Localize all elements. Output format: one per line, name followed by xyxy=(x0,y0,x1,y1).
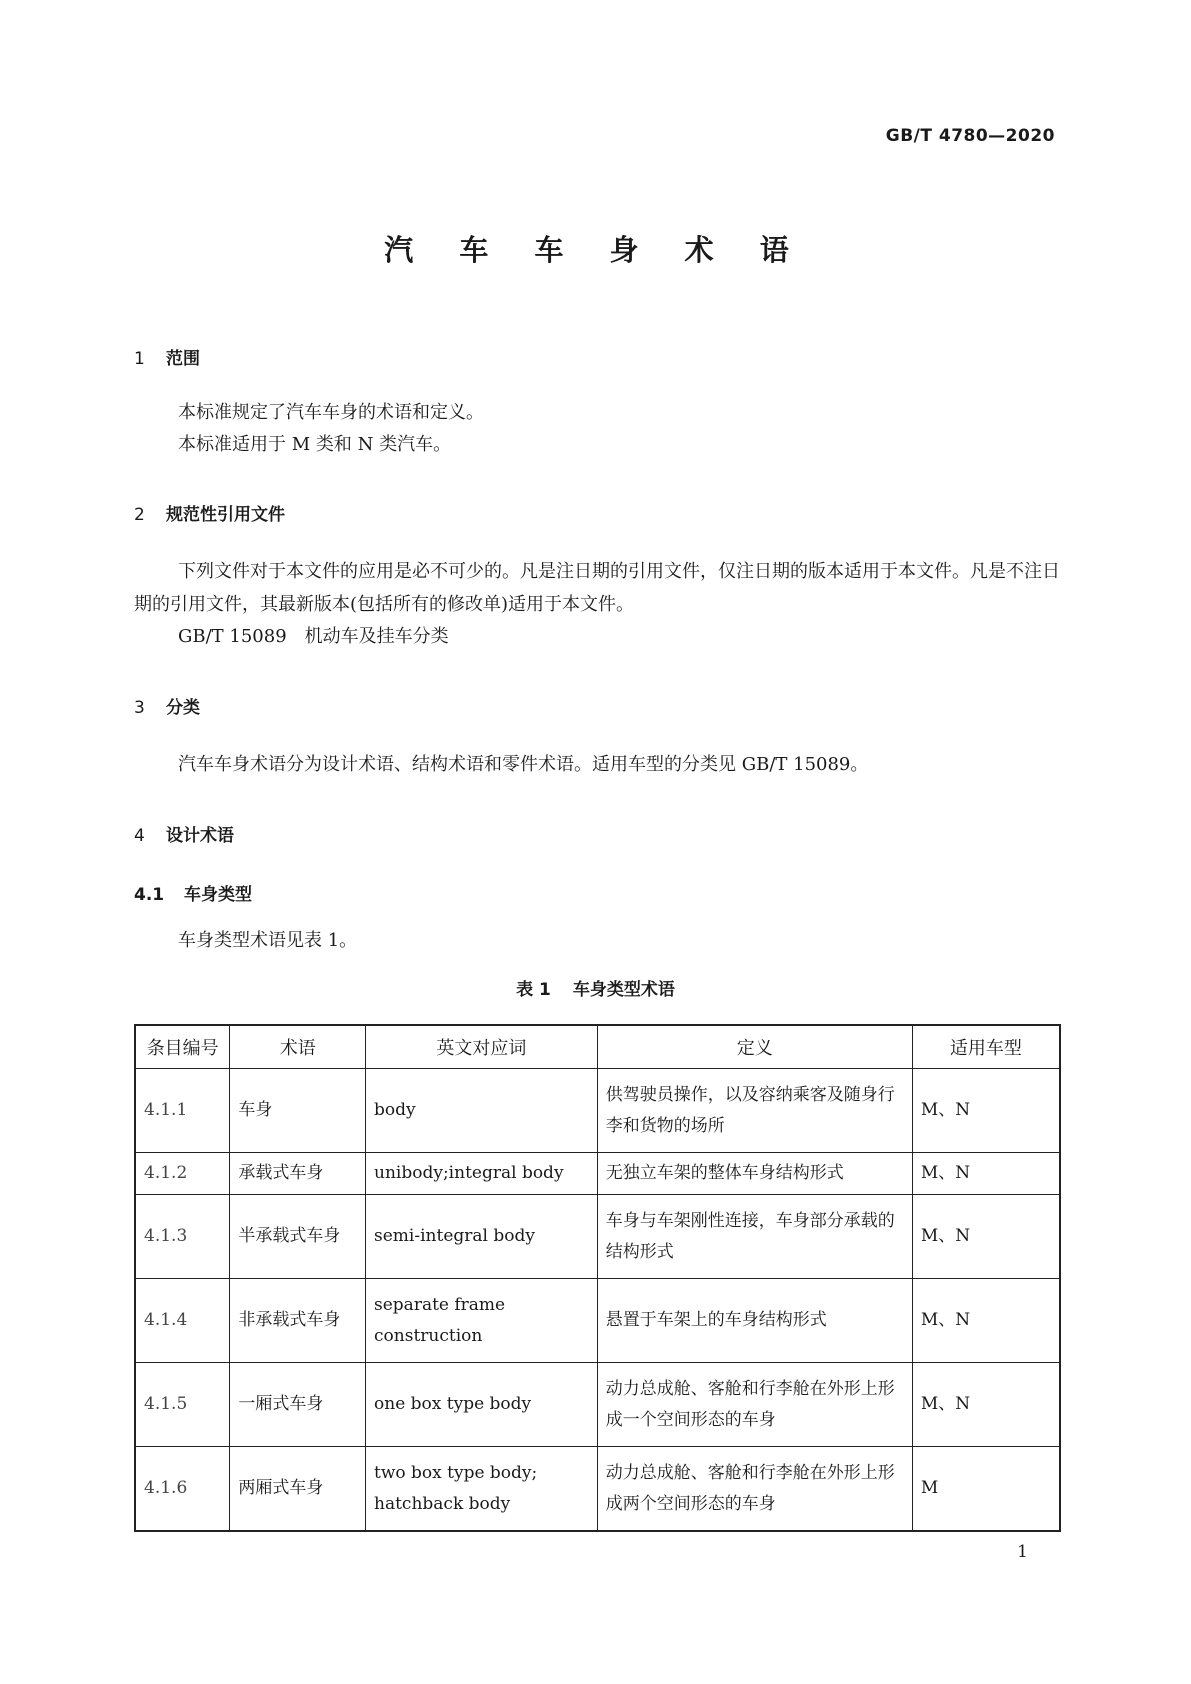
section-1-title: 范围 xyxy=(166,349,200,369)
cell-vehicle-type: M、N xyxy=(912,1069,1060,1153)
cell-item-number: 4.1.1 xyxy=(135,1069,230,1153)
table-caption xyxy=(0,975,1191,1000)
terms-table xyxy=(134,1024,1061,1532)
section-2-heading xyxy=(134,500,285,525)
header-item-number: 条目编号 xyxy=(135,1025,230,1069)
table-caption-title: 车身类型术语 xyxy=(572,980,675,1000)
section-4-1-paragraph: 车身类型术语见表 1。 xyxy=(178,930,358,951)
cell-term: 两厢式车身 xyxy=(230,1447,366,1532)
cell-english: separate frame construction xyxy=(366,1279,598,1363)
header-term: 术语 xyxy=(230,1025,366,1069)
cell-vehicle-type: M、N xyxy=(912,1363,1060,1447)
table-row xyxy=(135,1447,1060,1532)
section-4-title: 设计术语 xyxy=(166,826,234,846)
cell-item-number: 4.1.4 xyxy=(135,1279,230,1363)
cell-item-number: 4.1.2 xyxy=(135,1153,230,1195)
section-3-title: 分类 xyxy=(166,698,200,718)
cell-english: unibody;integral body xyxy=(366,1153,598,1195)
table-row xyxy=(135,1195,1060,1279)
section-4-heading xyxy=(134,821,234,846)
section-4-number: 4 xyxy=(134,826,145,846)
table-header-row xyxy=(135,1025,1060,1069)
cell-english: semi-integral body xyxy=(366,1195,598,1279)
section-3-heading xyxy=(134,693,200,718)
table-row xyxy=(135,1363,1060,1447)
cell-vehicle-type: M、N xyxy=(912,1153,1060,1195)
cell-vehicle-type: M xyxy=(912,1447,1060,1532)
section-4-1-heading xyxy=(134,880,252,905)
table-row xyxy=(135,1279,1060,1363)
section-3-number: 3 xyxy=(134,698,145,718)
section-3-paragraph: 汽车车身术语分为设计术语、结构术语和零件术语。适用车型的分类见 GB/T 15089。 xyxy=(178,754,869,775)
section-2-title: 规范性引用文件 xyxy=(166,505,285,525)
section-4-1-title: 车身类型 xyxy=(184,885,252,905)
cell-definition: 无独立车架的整体车身结构形式 xyxy=(597,1153,912,1195)
header-vehicle-type: 适用车型 xyxy=(912,1025,1060,1069)
section-2-number: 2 xyxy=(134,505,145,525)
cell-item-number: 4.1.5 xyxy=(135,1363,230,1447)
cell-term: 车身 xyxy=(230,1069,366,1153)
section-2-paragraph: 下列文件对于本文件的应用是必不可少的。凡是注日期的引用文件，仅注日期的版本适用于本文件。凡是不注日期的引用文件，其最新版本(包括所有的修改单)适用于本文件。 xyxy=(134,561,1060,615)
cell-item-number: 4.1.3 xyxy=(135,1195,230,1279)
cell-term: 承载式车身 xyxy=(230,1153,366,1195)
cell-definition: 悬置于车架上的车身结构形式 xyxy=(597,1279,912,1363)
cell-term: 非承载式车身 xyxy=(230,1279,366,1363)
document-title: 汽 车 车 身 术 语 xyxy=(384,233,807,267)
section-2-reference: GB/T 15089 机动车及挂车分类 xyxy=(178,626,449,647)
cell-vehicle-type: M、N xyxy=(912,1279,1060,1363)
cell-item-number: 4.1.6 xyxy=(135,1447,230,1532)
cell-vehicle-type: M、N xyxy=(912,1195,1060,1279)
table-row xyxy=(135,1069,1060,1153)
section-1-number: 1 xyxy=(134,349,145,369)
cell-term: 半承载式车身 xyxy=(230,1195,366,1279)
header-english: 英文对应词 xyxy=(366,1025,598,1069)
section-1-paragraph-1: 本标准规定了汽车车身的术语和定义。 xyxy=(178,402,484,423)
section-4-1-number: 4.1 xyxy=(134,885,165,905)
section-1-paragraph-2: 本标准适用于 M 类和 N 类汽车。 xyxy=(178,434,452,455)
header-definition: 定义 xyxy=(597,1025,912,1069)
section-1-heading xyxy=(134,344,200,369)
cell-english: body xyxy=(366,1069,598,1153)
cell-english: one box type body xyxy=(366,1363,598,1447)
page-number: 1 xyxy=(1017,1542,1028,1562)
cell-english: two box type body; hatchback body xyxy=(366,1447,598,1532)
cell-definition: 动力总成舱、客舱和行李舱在外形上形成一个空间形态的车身 xyxy=(597,1363,912,1447)
cell-definition: 车身与车架刚性连接，车身部分承载的结构形式 xyxy=(597,1195,912,1279)
cell-term: 一厢式车身 xyxy=(230,1363,366,1447)
cell-definition: 动力总成舱、客舱和行李舱在外形上形成两个空间形态的车身 xyxy=(597,1447,912,1532)
table-caption-label: 表 1 xyxy=(516,980,551,1000)
table-row xyxy=(135,1153,1060,1195)
cell-definition: 供驾驶员操作，以及容纳乘客及随身行李和货物的场所 xyxy=(597,1069,912,1153)
standard-code: GB/T 4780—2020 xyxy=(885,126,1055,146)
